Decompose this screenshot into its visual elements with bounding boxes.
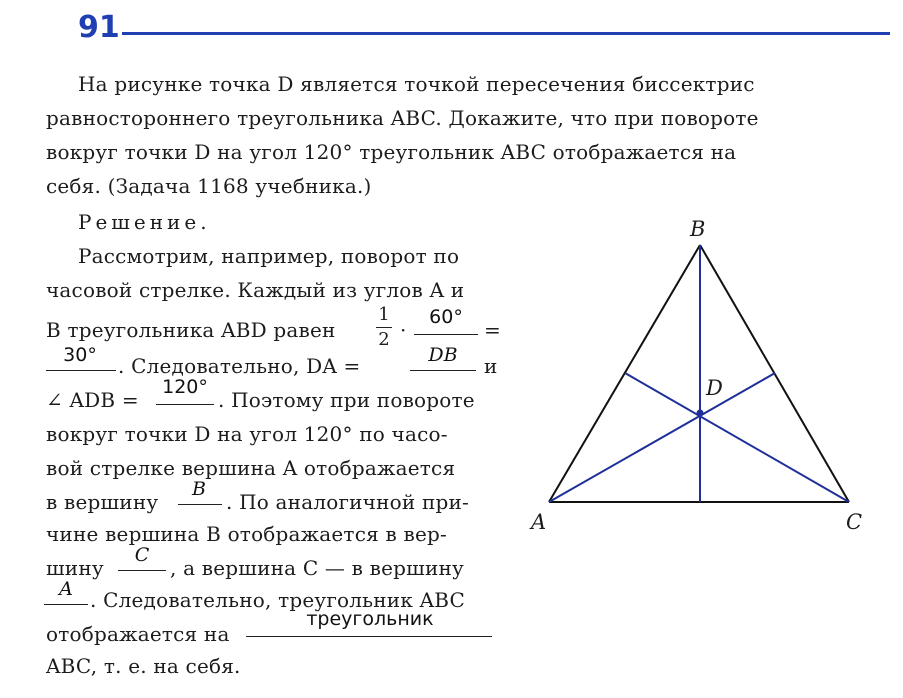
solution-line-5a: ∠ ADB =: [46, 388, 139, 412]
solution-line-7: вой стрелке вершина A отображается: [46, 456, 456, 480]
solution-line-4: . Следовательно, DA =: [118, 354, 361, 378]
fill-DB: DB: [428, 344, 458, 366]
vertex-label-B: B: [690, 217, 706, 241]
vertex-label-C: C: [846, 510, 863, 534]
solution-heading: Решение.: [78, 210, 211, 234]
solution-line-2: часовой стрелке. Каждый из углов A и: [46, 278, 465, 302]
vertex-label-A: A: [531, 510, 547, 534]
fraction-denominator: 2: [378, 329, 390, 350]
solution-line-8a: в вершину: [46, 490, 159, 514]
bisector-C: [625, 373, 849, 502]
solution-line-3: B треугольника ABD равен: [46, 318, 336, 342]
solution-line-1: Рассмотрим, например, поворот по: [78, 244, 460, 268]
dot-operator: ·: [400, 318, 407, 342]
problem-line-3: вокруг точки D на угол 120° треугольник ABC отображается на: [46, 140, 737, 164]
solution-line-10a: шину: [46, 556, 104, 580]
solution-line-12a: отображается на: [46, 622, 230, 646]
problem-line-2: равностороннего треугольника ABC. Докажите, что при повороте: [46, 106, 759, 130]
side-AB: [549, 245, 700, 502]
equals-sign: =: [484, 318, 501, 342]
point-label-D: D: [706, 376, 723, 400]
fill-C: C: [134, 544, 150, 566]
problem-line-1: На рисунке точка D является точкой пересечения биссектрис: [78, 72, 755, 96]
fill-60: 60°: [429, 306, 463, 328]
problem-line-4: себя. (Задача 1168 учебника.): [46, 174, 372, 198]
fraction-numerator: 1: [378, 304, 390, 325]
solution-line-6: вокруг точки D на угол 120° по часо-: [46, 422, 448, 446]
solution-line-11: . Следовательно, треугольник ABC: [90, 588, 465, 612]
bisectors: [549, 245, 849, 502]
point-D: [697, 410, 704, 417]
solution-line-9: чине вершина B отображается в вер-: [46, 522, 447, 546]
solution-line-10b: , а вершина C — в вершину: [170, 556, 464, 580]
fill-30: 30°: [63, 344, 97, 366]
fill-B: B: [192, 478, 206, 500]
problem-number: 91: [78, 10, 120, 45]
and-word: и: [484, 354, 498, 378]
fill-120: 120°: [162, 376, 208, 398]
bisector-A: [549, 373, 775, 502]
solution-line-8b: . По аналогичной при-: [226, 490, 469, 514]
fill-triangle: треугольник: [306, 608, 434, 630]
fill-A: A: [59, 578, 73, 600]
solution-line-5b: . Поэтому при повороте: [218, 388, 475, 412]
solution-line-13: ABC, т. е. на себя.: [46, 654, 241, 678]
